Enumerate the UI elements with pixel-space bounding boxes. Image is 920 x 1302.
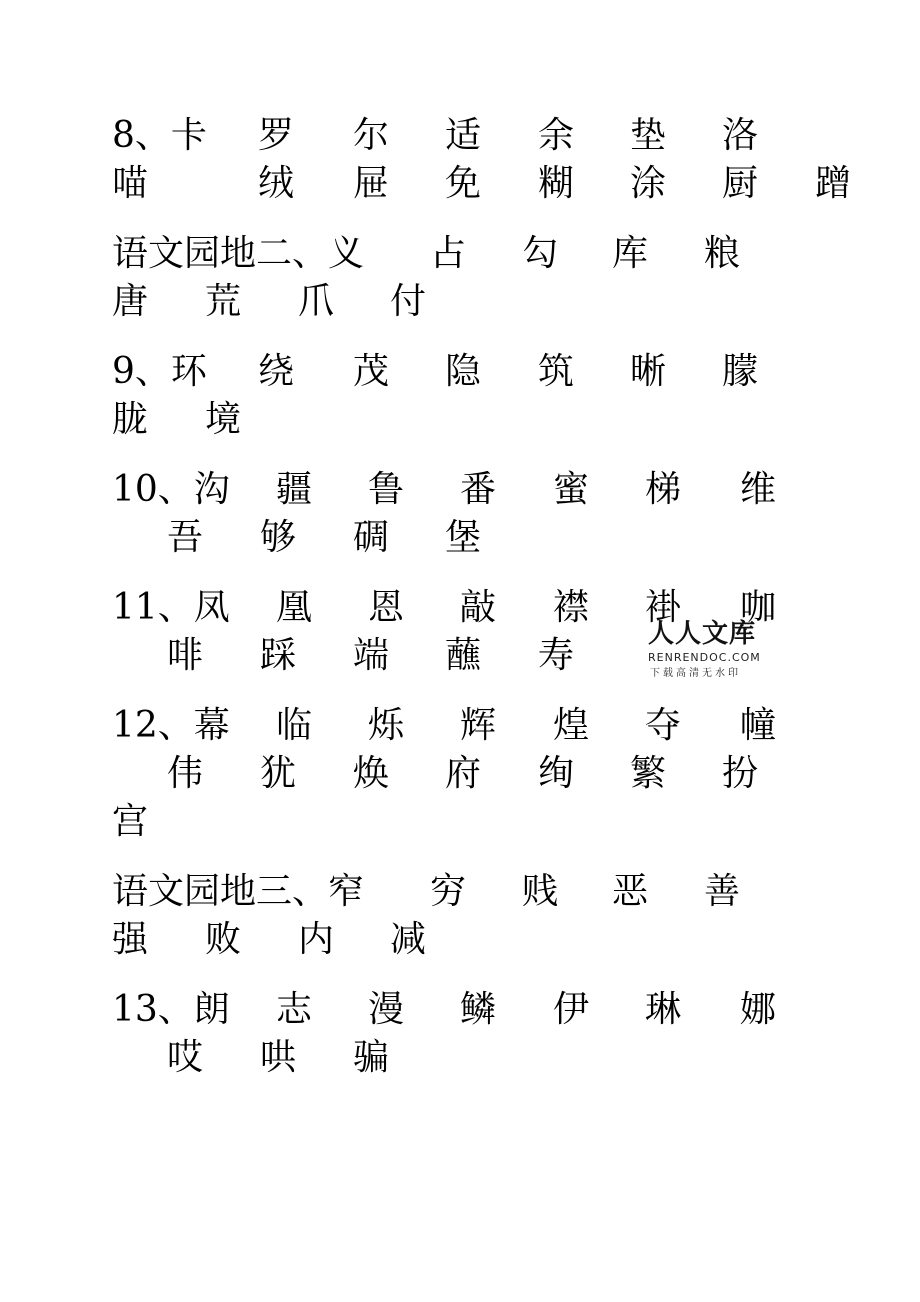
character-item: 12、幕 [112,705,230,746]
character-item: 敲 [460,587,497,628]
character-item: 内 [298,919,335,960]
character-item: 10、沟 [112,469,230,510]
character-item: 堡 [445,517,482,558]
character-item: 恶 [612,871,649,912]
character-item: 褂 [645,587,682,628]
character-item: 8、卡 [112,115,207,156]
character-item: 洛 [722,115,759,156]
character-item: 库 [612,233,649,274]
character-item: 11、凤 [112,587,230,628]
character-item: 啡 [167,635,204,676]
character-item: 伟 [167,753,204,794]
character-item: 鳞 [460,989,497,1030]
character-item: 骗 [353,1037,390,1078]
character-item: 强 [112,919,149,960]
character-item: 境 [205,399,242,440]
character-item: 煌 [553,705,590,746]
character-item: 余 [538,115,575,156]
character-item: 琳 [645,989,682,1030]
character-item: 临 [276,705,313,746]
character-item: 隐 [445,351,482,392]
character-item: 蘸 [445,635,482,676]
character-item: 屉 [353,163,390,204]
character-item: 端 [353,635,390,676]
character-item: 哄 [260,1037,297,1078]
character-item: 语文园地二、义 [112,233,365,274]
character-item: 宫 [112,801,149,842]
character-item: 维 [740,469,777,510]
character-item: 繁 [630,753,667,794]
watermark-domain: RENRENDOC.COM [648,651,761,664]
character-item: 茂 [353,351,390,392]
character-item: 寿 [538,635,575,676]
character-item: 绕 [258,351,295,392]
character-item: 恩 [368,587,405,628]
character-item: 凰 [276,587,313,628]
text-line [0,278,920,326]
character-item: 尔 [353,115,390,156]
character-item: 伊 [553,989,590,1030]
text-line [0,750,920,798]
character-item: 蜜 [553,469,590,510]
character-item: 免 [445,163,482,204]
character-item: 13、朗 [112,989,230,1030]
character-item: 绒 [258,163,295,204]
character-item: 蹭 [815,163,852,204]
text-line [0,112,920,160]
character-item: 府 [445,753,482,794]
character-item: 够 [260,517,297,558]
character-item: 厨 [722,163,759,204]
character-item: 吾 [167,517,204,558]
text-line [0,466,920,514]
character-item: 襟 [553,587,590,628]
text-line [0,584,920,632]
text-line [0,230,920,278]
character-item: 粮 [704,233,741,274]
character-item: 幢 [740,705,777,746]
character-item: 荒 [205,281,242,322]
character-item: 胧 [112,399,149,440]
character-item: 涂 [630,163,667,204]
character-item: 垫 [630,115,667,156]
character-item: 爪 [298,281,335,322]
character-item: 志 [276,989,313,1030]
character-item: 付 [390,281,427,322]
character-item: 疆 [276,469,313,510]
watermark-logo [640,618,780,684]
character-item: 夺 [645,705,682,746]
character-item: 犹 [260,753,297,794]
character-item: 哎 [167,1037,204,1078]
character-item: 碉 [353,517,390,558]
character-item: 语文园地三、窄 [112,871,365,912]
text-line [0,396,920,444]
text-line [0,514,920,562]
character-item: 焕 [353,753,390,794]
character-item: 喵 [112,163,149,204]
text-line [0,702,920,750]
text-line [0,798,920,846]
character-item: 适 [445,115,482,156]
character-item: 9、环 [112,351,207,392]
watermark-title: 人人文库 [648,619,757,649]
character-item: 鲁 [368,469,405,510]
character-item: 咖 [740,587,777,628]
character-item: 娜 [740,989,777,1030]
text-line [0,1034,920,1082]
text-line [0,160,920,208]
character-item: 败 [205,919,242,960]
character-item: 穷 [430,871,467,912]
character-item: 烁 [368,705,405,746]
character-item: 占 [430,233,467,274]
text-line [0,632,920,680]
character-item: 梯 [645,469,682,510]
text-line [0,916,920,964]
character-item: 辉 [460,705,497,746]
text-line [0,986,920,1034]
character-item: 糊 [538,163,575,204]
character-item: 善 [704,871,741,912]
character-item: 朦 [722,351,759,392]
character-item: 贱 [522,871,559,912]
watermark-slogan: 下载高清无水印 [650,668,741,679]
character-item: 筑 [538,351,575,392]
character-item: 减 [390,919,427,960]
character-item: 漫 [368,989,405,1030]
character-item: 番 [460,469,497,510]
character-item: 绚 [538,753,575,794]
text-line [0,348,920,396]
text-line [0,868,920,916]
character-item: 罗 [258,115,295,156]
character-item: 唐 [112,281,149,322]
character-item: 扮 [722,753,759,794]
character-item: 勾 [522,233,559,274]
character-item: 踩 [260,635,297,676]
character-item: 晰 [630,351,667,392]
